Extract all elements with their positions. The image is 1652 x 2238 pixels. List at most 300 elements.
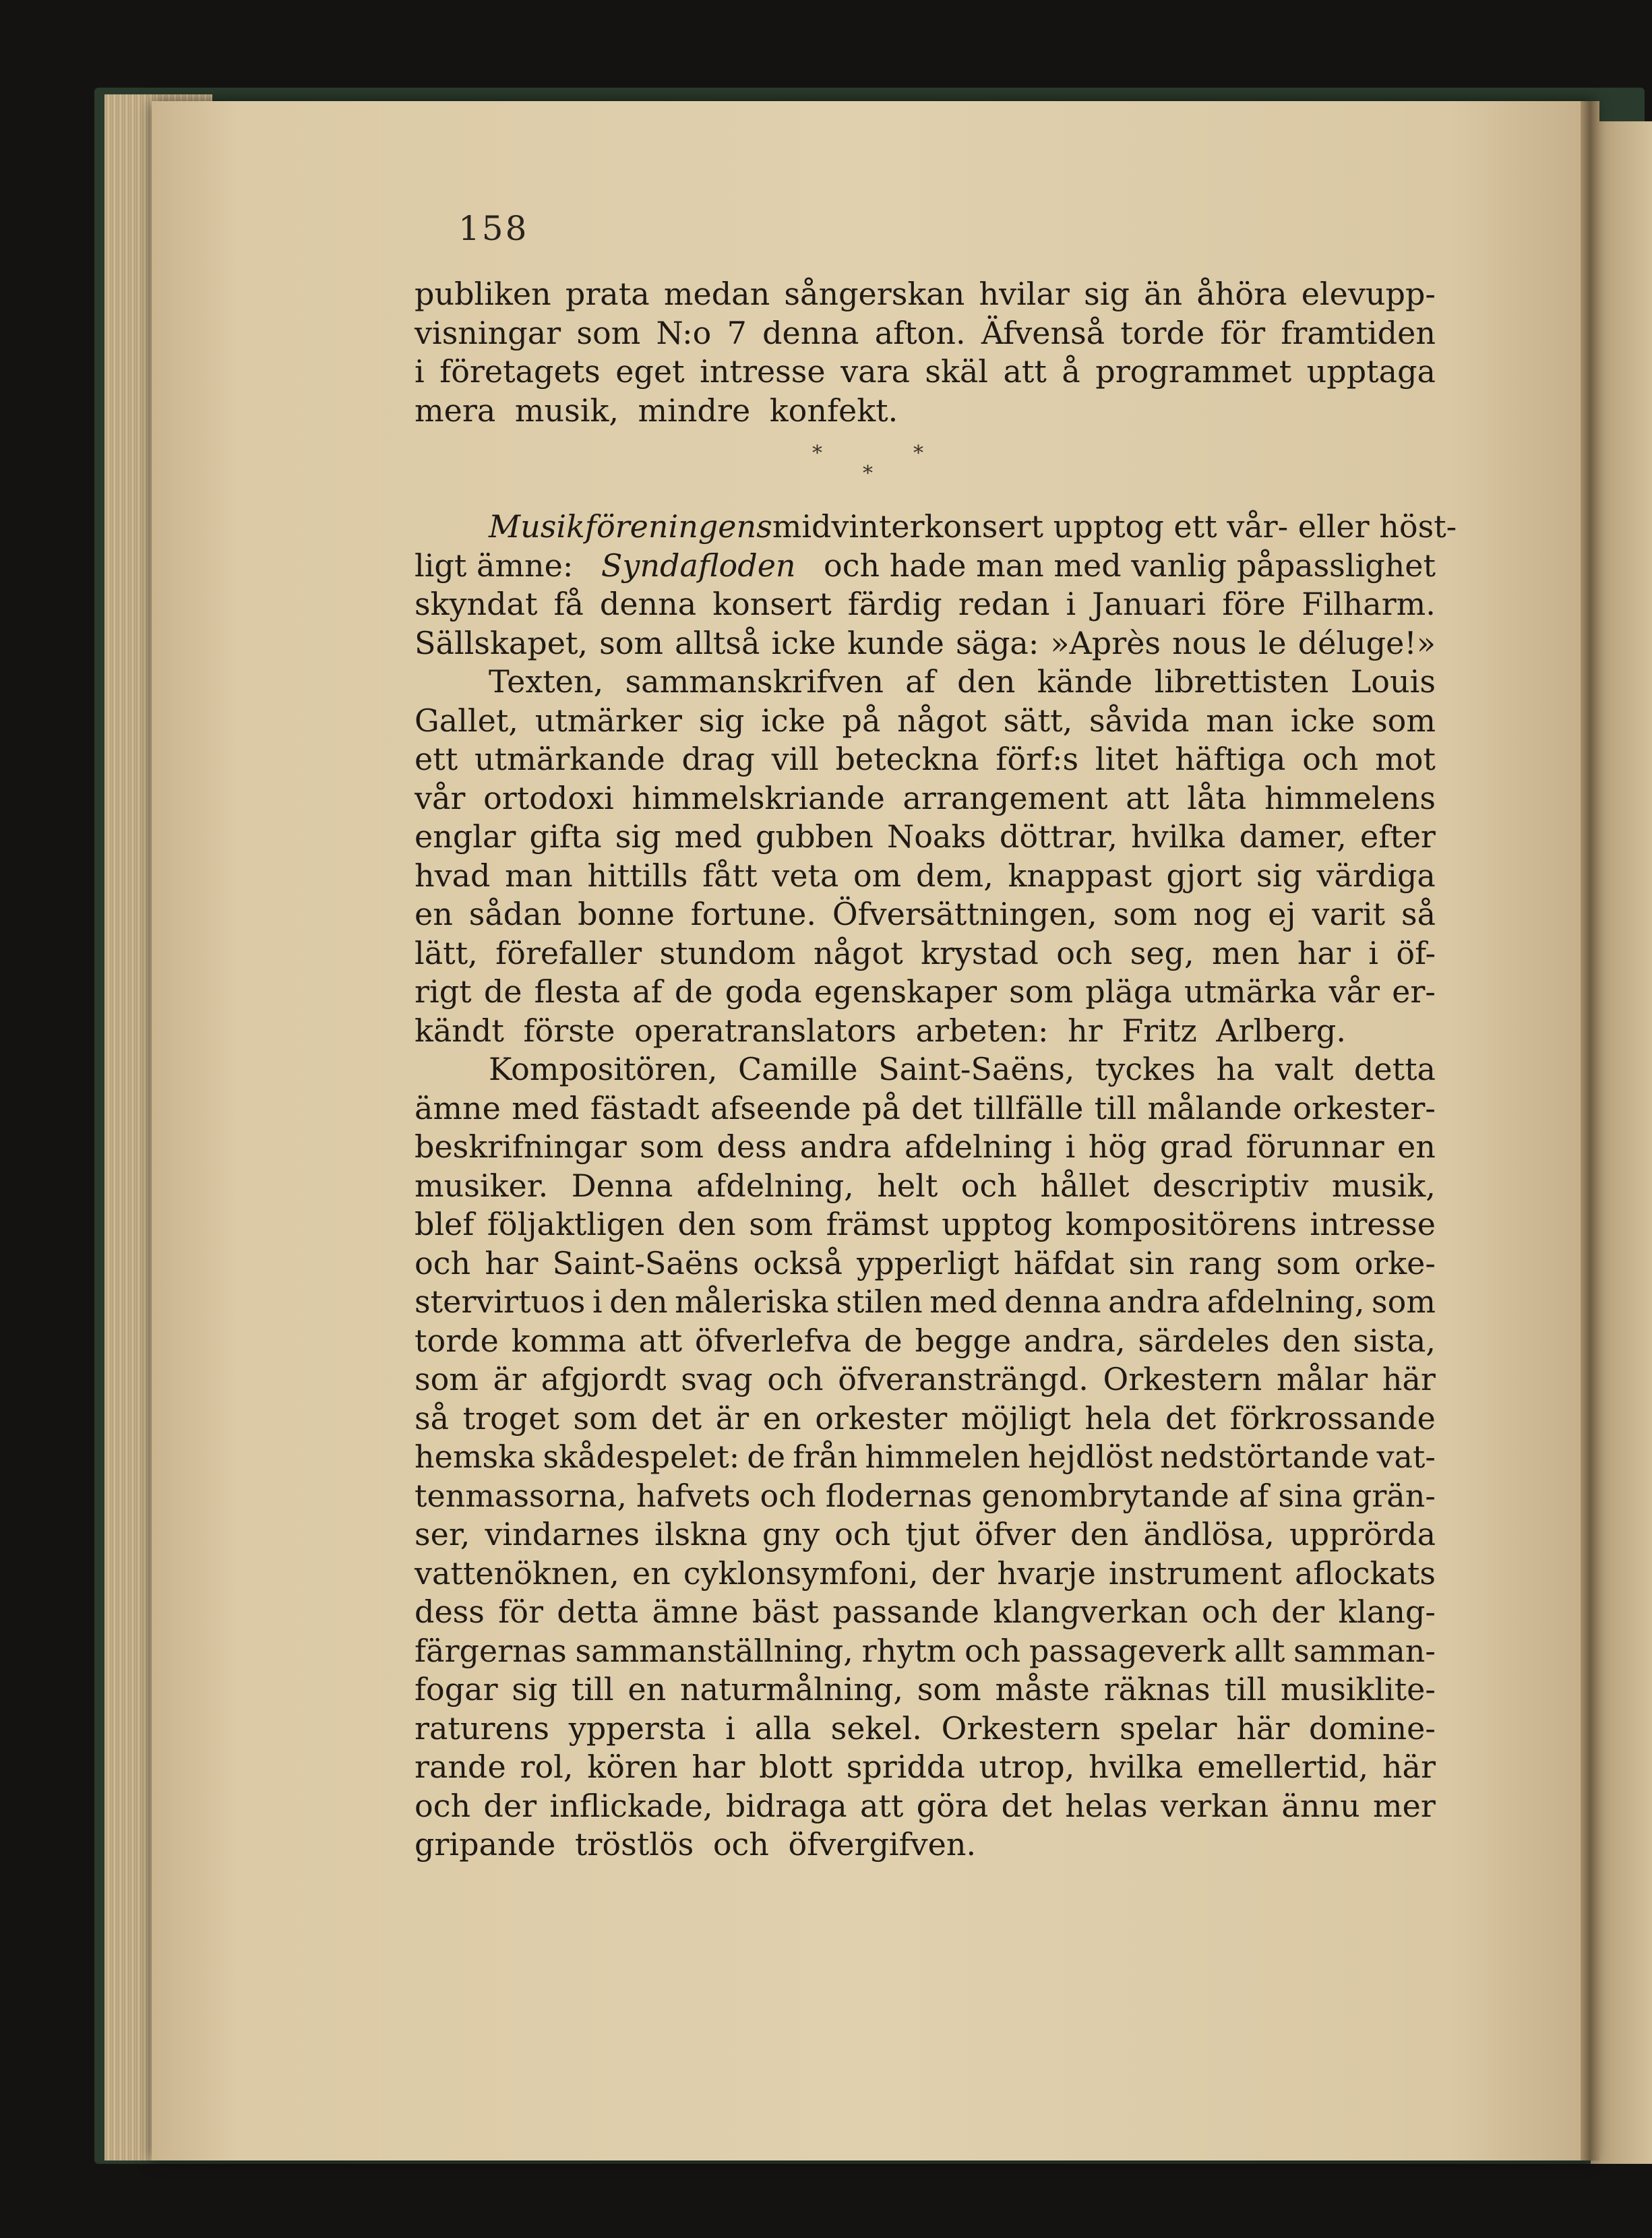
word: hvarje	[997, 1554, 1096, 1592]
word: yppersta	[568, 1710, 706, 1747]
word: flesta	[534, 973, 621, 1010]
word: hvilka	[1089, 1749, 1184, 1785]
text-line	[415, 1205, 1436, 1244]
word: och	[965, 1632, 1021, 1669]
word: och	[415, 1244, 471, 1281]
word: som	[1372, 1283, 1436, 1320]
word: varit	[1312, 896, 1386, 932]
text-line	[415, 663, 1436, 702]
asterisk: *	[863, 462, 873, 485]
word: dem,	[915, 857, 993, 894]
word: verkan	[1160, 1787, 1269, 1824]
word: spridda	[846, 1749, 965, 1785]
word: öfverlefva	[694, 1322, 852, 1359]
word: fortune.	[690, 896, 816, 932]
word: er-	[1392, 973, 1436, 1010]
text-line	[415, 779, 1436, 818]
word: en	[628, 1671, 667, 1707]
word: orke-	[1354, 1244, 1436, 1281]
word: och	[960, 1167, 1017, 1204]
word: raturens	[415, 1710, 549, 1747]
word: häftiga	[1175, 741, 1286, 777]
text-line	[415, 1050, 1436, 1089]
text-line	[415, 702, 1436, 741]
text-line	[415, 895, 1436, 934]
word: sista,	[1353, 1322, 1436, 1359]
word: sådan	[468, 896, 562, 932]
word: flodernas	[825, 1477, 973, 1514]
word: framtiden	[1281, 314, 1436, 351]
word: descriptiv	[1153, 1167, 1309, 1204]
word: sångerskan	[784, 276, 965, 312]
word: bidraga	[725, 1787, 847, 1824]
word: kompositörens	[1065, 1206, 1297, 1242]
word: valt	[1275, 1051, 1334, 1087]
word: målande	[1147, 1089, 1283, 1126]
word: domine-	[1309, 1710, 1436, 1747]
word: samman-	[1293, 1632, 1436, 1669]
word: af	[632, 973, 663, 1010]
word: å	[1062, 353, 1080, 390]
word: på	[842, 702, 881, 739]
word: den	[609, 1283, 668, 1320]
word: och	[767, 1361, 824, 1397]
word: drag	[681, 741, 755, 777]
word: särdeles	[1138, 1322, 1270, 1359]
word: N:o	[656, 314, 712, 351]
text-span: och hade man med vanlig påpasslighet	[824, 547, 1436, 584]
word: de	[747, 1439, 786, 1475]
word: andra	[799, 1128, 892, 1165]
text-line	[415, 740, 1436, 779]
word: och	[834, 1516, 891, 1552]
word: har	[485, 1244, 539, 1281]
word: musiklite-	[1280, 1671, 1436, 1707]
word: stervirtuos	[415, 1283, 586, 1320]
word: beteckna	[835, 741, 979, 777]
text-line	[415, 508, 1457, 547]
word: i	[592, 1283, 603, 1320]
word: sig	[1084, 276, 1130, 312]
word: orkester	[815, 1399, 948, 1436]
word: rang	[1188, 1244, 1262, 1281]
word: kören	[587, 1749, 678, 1785]
word: programmet	[1095, 353, 1292, 390]
word: hvilka	[1131, 818, 1226, 855]
word: till	[1094, 1089, 1137, 1126]
word: som	[415, 1361, 479, 1397]
word: man	[1206, 702, 1274, 739]
word: att	[1126, 779, 1169, 816]
word: tjut	[905, 1516, 960, 1552]
word: hemska	[415, 1439, 536, 1475]
word: denna	[762, 314, 859, 351]
word: med	[929, 1283, 998, 1320]
word: är	[493, 1361, 527, 1397]
word: före	[1222, 586, 1286, 622]
word: förf:s	[996, 741, 1079, 777]
word: det	[1165, 1399, 1217, 1436]
word: åhöra	[1196, 276, 1287, 312]
word: färgernas	[415, 1632, 567, 1669]
word: har	[1297, 934, 1351, 971]
word: Januari	[1092, 586, 1206, 622]
word: instrument	[1108, 1554, 1282, 1592]
word: med	[512, 1089, 580, 1126]
text-span: ligt ämne:	[415, 547, 574, 584]
word: här	[1236, 1710, 1290, 1747]
text-line	[415, 1322, 1436, 1361]
word: så	[415, 1399, 450, 1436]
word: det	[911, 1089, 962, 1126]
word: der	[931, 1554, 985, 1592]
word: grad	[1159, 1128, 1233, 1165]
word: kunde	[847, 624, 944, 661]
word: här	[1382, 1361, 1436, 1397]
word: färdig	[847, 586, 942, 622]
word: klangverkan	[993, 1594, 1188, 1630]
text-line	[415, 1244, 1436, 1283]
word: kände	[1037, 663, 1133, 700]
word: naturmålning,	[680, 1671, 903, 1707]
word: knappast	[1008, 857, 1152, 894]
asterisk: *	[812, 442, 822, 465]
word: begge	[915, 1322, 1012, 1359]
word: genombrytande	[981, 1477, 1229, 1514]
word: Camille	[738, 1051, 858, 1087]
word: som	[1276, 1244, 1341, 1281]
word: 7	[727, 314, 747, 351]
word: sig	[698, 702, 745, 739]
word: stilen	[836, 1283, 923, 1320]
word: sekel.	[830, 1710, 922, 1747]
word: rigt	[415, 973, 472, 1010]
word: Saint-Saëns,	[878, 1051, 1075, 1087]
word: rol,	[520, 1749, 574, 1785]
word: som	[573, 1399, 638, 1436]
word: vår	[1328, 973, 1380, 1010]
word: vår	[415, 779, 466, 816]
word: en	[632, 1554, 671, 1592]
text-line: gripande tröstlös och öfvergifven.	[415, 1826, 977, 1863]
word: ypperligt	[857, 1244, 1000, 1281]
word: svag	[681, 1361, 753, 1397]
word: rande	[415, 1749, 506, 1785]
word: öfver	[975, 1516, 1056, 1552]
word: seg,	[1130, 934, 1194, 971]
word: fogar	[415, 1671, 498, 1707]
word: af	[1238, 1477, 1269, 1514]
word: beskrifningar	[415, 1128, 627, 1165]
word: upptaga	[1306, 353, 1436, 390]
word: såvida	[1089, 702, 1190, 739]
word: för	[1220, 314, 1266, 351]
word: af	[905, 663, 936, 700]
word: intresse	[700, 353, 826, 390]
word: och	[415, 1787, 471, 1824]
text-line	[415, 1632, 1436, 1671]
word: ämne	[415, 1089, 501, 1126]
word: goda	[725, 973, 802, 1010]
word: englar	[415, 818, 516, 855]
word: icke	[771, 624, 836, 661]
word: främst	[826, 1206, 929, 1242]
word: torde	[415, 1322, 499, 1359]
word: i	[415, 353, 425, 390]
word: är	[715, 1399, 749, 1436]
word: som	[917, 1671, 981, 1707]
word: torde	[1120, 314, 1205, 351]
word: som	[1372, 702, 1436, 739]
word: prata	[565, 276, 650, 312]
word: rhytm	[861, 1632, 956, 1669]
word: en	[415, 896, 453, 932]
word: ha	[1216, 1051, 1255, 1087]
text-line	[415, 1477, 1436, 1516]
text-line	[415, 547, 1436, 586]
word: afton.	[874, 314, 966, 351]
word: utmärker	[534, 702, 682, 739]
word: skyndat	[415, 586, 538, 622]
word: sammanställning,	[575, 1632, 853, 1669]
word: så	[1401, 896, 1436, 932]
word: öfveransträngd.	[838, 1361, 1089, 1397]
word: sig	[1256, 857, 1302, 894]
word: passageverk	[1029, 1632, 1226, 1669]
word: en	[762, 1399, 801, 1436]
word: emellertid,	[1197, 1749, 1369, 1785]
text-line	[415, 1515, 1436, 1554]
text-line	[415, 1748, 1436, 1787]
word: tenmassorna,	[415, 1477, 627, 1514]
word: vara	[840, 353, 910, 390]
word: upprörda	[1289, 1516, 1436, 1552]
word: librettisten	[1154, 663, 1329, 700]
text-line	[415, 1128, 1436, 1167]
word: följaktligen	[487, 1206, 665, 1242]
word: redan	[958, 586, 1050, 622]
word: vindarnes	[485, 1516, 640, 1552]
word: den	[1070, 1516, 1129, 1552]
word: utmärka	[1184, 973, 1317, 1010]
word: dess	[716, 1128, 787, 1165]
word: himmelen	[865, 1439, 1020, 1475]
word: nous	[1172, 624, 1247, 661]
word: de	[863, 1322, 903, 1359]
word: gifta	[529, 818, 602, 855]
page-text	[415, 275, 1457, 1865]
word: orkester-	[1293, 1089, 1436, 1126]
word: Gallet,	[415, 702, 518, 739]
word: Saint-Saëns	[552, 1244, 739, 1281]
text-line	[415, 857, 1436, 896]
word: som	[1113, 896, 1177, 932]
word: det	[651, 1399, 702, 1436]
word: afdelning,	[1206, 1283, 1365, 1320]
facing-page-edge	[1591, 121, 1652, 2164]
word: målar	[1276, 1361, 1368, 1397]
word: afdelning	[905, 1128, 1053, 1165]
word: denna	[599, 586, 697, 622]
word: aflockats	[1294, 1554, 1436, 1592]
word: och	[1201, 1594, 1258, 1630]
word: hejdlöst	[1027, 1439, 1153, 1475]
word: passande	[832, 1594, 980, 1630]
word: der	[483, 1787, 537, 1824]
text-line	[415, 934, 1436, 973]
word: hållet	[1040, 1167, 1130, 1204]
word: elevupp-	[1301, 276, 1436, 312]
word: Filharm.	[1302, 586, 1436, 622]
word: musik,	[1331, 1167, 1436, 1204]
word: icke	[761, 702, 826, 739]
emphasis-text: Musikföreningens	[489, 508, 772, 545]
word: ortodoxi	[483, 779, 614, 816]
word: Öfversättningen,	[832, 896, 1097, 932]
word: detta	[557, 1594, 639, 1630]
word: vill	[771, 741, 819, 777]
word: Äfvenså	[981, 314, 1105, 351]
text-line	[415, 1399, 1436, 1439]
word: gubben	[756, 818, 874, 855]
text-line	[415, 1089, 1436, 1128]
word: bäst	[752, 1594, 819, 1630]
word: gny	[762, 1516, 820, 1552]
word: ett	[415, 741, 458, 777]
word: tyckes	[1095, 1051, 1196, 1087]
text-line	[415, 353, 1436, 392]
text-line	[415, 585, 1436, 624]
word: som	[640, 1128, 704, 1165]
word: Orkestern	[1103, 1361, 1262, 1397]
word: på	[862, 1089, 900, 1126]
text-line	[415, 1283, 1436, 1322]
word: alla	[754, 1710, 812, 1747]
word: pläga	[1085, 973, 1172, 1010]
word: krystad	[921, 934, 1039, 971]
word: ännu	[1281, 1787, 1360, 1824]
word: Louis	[1350, 663, 1436, 700]
word: sig	[512, 1671, 558, 1707]
word: efter	[1359, 818, 1436, 855]
word: också	[753, 1244, 843, 1281]
word: publiken	[415, 276, 551, 312]
word: fästadt	[590, 1089, 700, 1126]
word: räknas	[1103, 1671, 1211, 1707]
word: till	[571, 1671, 614, 1707]
word: blott	[759, 1749, 832, 1785]
word: afseende	[710, 1089, 851, 1126]
word: litet	[1095, 741, 1159, 777]
word: skådespelet:	[543, 1439, 740, 1475]
word: mot	[1375, 741, 1436, 777]
text-line	[415, 1167, 1436, 1206]
word: der	[1271, 1594, 1324, 1630]
word: déluge!»	[1297, 624, 1436, 661]
word: mer	[1373, 1787, 1436, 1824]
word: som	[1009, 973, 1074, 1010]
word: till	[1224, 1671, 1267, 1707]
word: dess	[415, 1594, 485, 1630]
word: inflickade,	[549, 1787, 713, 1824]
word: ilskna	[654, 1516, 748, 1552]
word: och	[760, 1477, 816, 1514]
word: den	[1282, 1322, 1341, 1359]
word: gjort	[1166, 857, 1242, 894]
word: måste	[995, 1671, 1090, 1707]
word: Denna	[571, 1167, 673, 1204]
word: sammanskrifven	[625, 663, 884, 700]
word: Sällskapet,	[415, 624, 588, 661]
word: arrangement	[903, 779, 1108, 816]
word: möjligt	[960, 1399, 1071, 1436]
word: komma	[511, 1322, 626, 1359]
word: blef	[415, 1206, 475, 1242]
word: här	[1382, 1749, 1436, 1785]
word: klang-	[1338, 1594, 1436, 1630]
word: företagets	[439, 353, 601, 390]
word: förefaller	[495, 934, 642, 971]
word: de	[674, 973, 713, 1010]
word: bonne	[578, 896, 675, 932]
word: sig	[615, 818, 661, 855]
word: i	[725, 1710, 735, 1747]
text-line	[415, 1710, 1436, 1749]
word: få	[553, 586, 584, 622]
word: utmärkande	[474, 741, 665, 777]
word: andra,	[1024, 1322, 1126, 1359]
word: de	[483, 973, 522, 1010]
word: hittills	[587, 857, 688, 894]
word: döttrar,	[999, 818, 1118, 855]
text-line	[415, 1360, 1436, 1399]
word: nog	[1193, 896, 1252, 932]
word: intresse	[1310, 1206, 1436, 1242]
word: egenskaper	[814, 973, 997, 1010]
word: i	[1066, 586, 1076, 622]
word: det	[1001, 1787, 1052, 1824]
word: Noaks	[886, 818, 986, 855]
word: från	[793, 1439, 858, 1475]
word: något	[897, 702, 987, 739]
word: afdelning,	[696, 1167, 854, 1204]
word: ämne	[652, 1594, 739, 1630]
text-line	[415, 314, 1436, 353]
asterisk: *	[913, 442, 923, 465]
word: häfdat	[1013, 1244, 1115, 1281]
word: som	[749, 1206, 814, 1242]
word: himmelens	[1264, 779, 1436, 816]
word: den	[957, 663, 1016, 700]
emphasis-text: Syndafloden	[601, 547, 796, 584]
word: utrop,	[979, 1749, 1075, 1785]
word: musiker.	[415, 1167, 549, 1204]
word: troget	[462, 1399, 559, 1436]
word: vattenöknen,	[415, 1554, 619, 1592]
word: förkrossande	[1229, 1399, 1436, 1436]
word: att	[638, 1322, 683, 1359]
word: stundom	[659, 934, 796, 971]
word: visningar	[415, 314, 561, 351]
text-line	[415, 1554, 1436, 1594]
text-line	[415, 973, 1436, 1012]
word: hafvets	[636, 1477, 751, 1514]
word: man	[505, 857, 573, 894]
word: än	[1144, 276, 1183, 312]
word: skäl	[925, 353, 988, 390]
word: säga:	[955, 624, 1039, 661]
word: alltså	[675, 624, 760, 661]
